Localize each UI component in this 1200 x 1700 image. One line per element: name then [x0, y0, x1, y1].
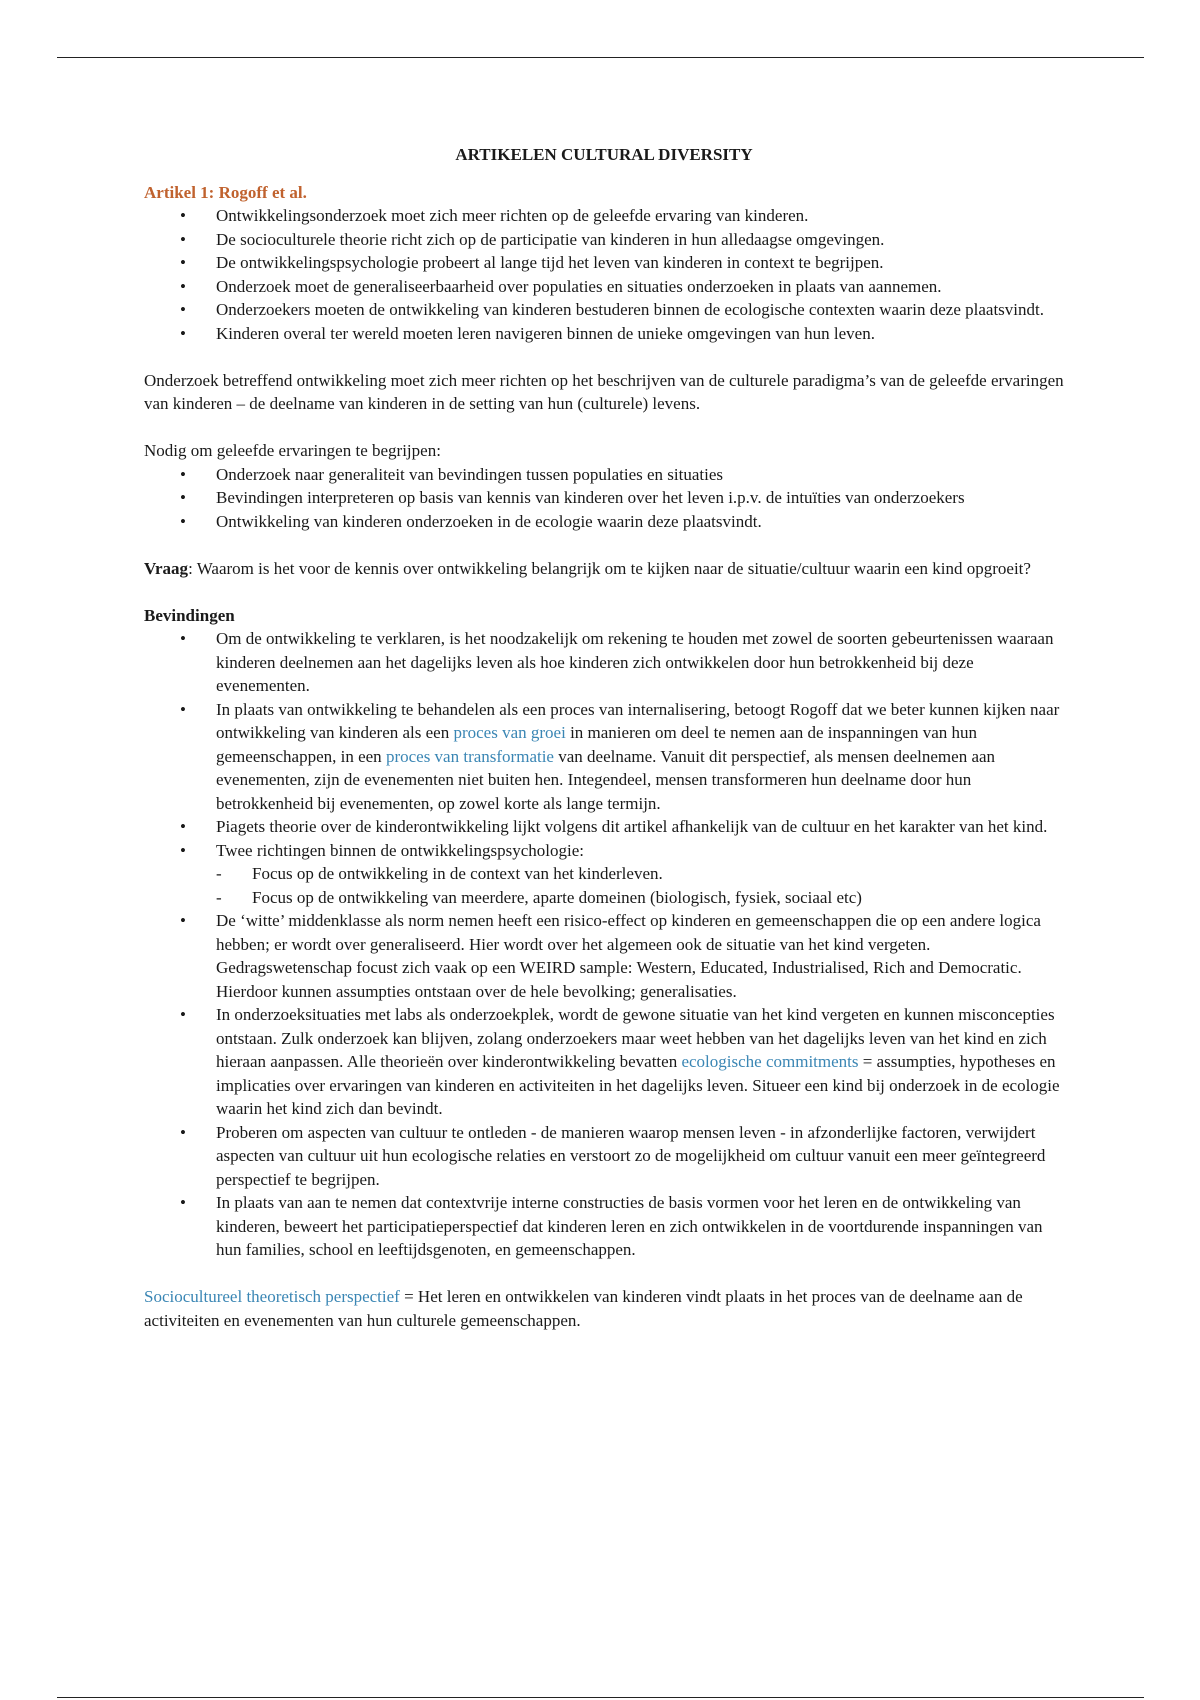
list-item: • Kinderen overal ter wereld moeten leren navigeren binnen de unieke omgevingen van hun leven.: [144, 322, 1064, 346]
needed-intro: Nodig om geleefde ervaringen te begrijpen:: [144, 441, 441, 460]
sub-list: [216, 862, 1064, 909]
list-item: • De socioculturele theorie richt zich op de participatie van kinderen in hun alledaagse omgevingen.: [144, 228, 1064, 252]
list-item: • In plaats van aan te nemen dat contextvrije interne constructies de basis vormen voor het leren en de ontwikkeling van kinderen, beweert het participatieperspectief dat kinderen leren en zich ontwikkelen in de voortdurende inspanningen van hun families, school en leeftijdsgenoten, en gemeenschappen.: [144, 1191, 1064, 1262]
needed-bullet-list: [144, 463, 1064, 534]
findings-bullet-list: [144, 627, 1064, 1262]
finding-text: van deelname. Vanuit dit perspectief, als mensen deelnemen aan evenementen, zijn de evenementen niet buiten hen. Integendeel, mensen transformeren hun deelname door hun betrokkenheid bij evenementen, op zowel korte als lange termijn.: [216, 746, 996, 813]
finding-text: Twee richtingen binnen de ontwikkelingspsychologie:: [216, 840, 585, 860]
question-paragraph: [144, 557, 1064, 581]
sub-list-item: - Focus op de ontwikkeling in de context van het kinderleven.: [216, 862, 1064, 886]
definition-paragraph: [144, 1285, 1064, 1332]
footer-rule: [57, 1697, 1144, 1698]
list-item: • Piagets theorie over de kinderontwikkeling lijkt volgens dit artikel afhankelijk van de cultuur en het karakter van het kind.: [144, 815, 1064, 839]
highlight-term: proces van groei: [453, 723, 566, 742]
intro-bullet-list: [144, 204, 1064, 345]
highlight-term: ecologische commitments: [681, 1052, 859, 1071]
finding-text: In onderzoeksituaties met labs als onderzoekplek, wordt de gewone situatie van het kind vergeten en kunnen misconcepties ontstaan. Zulk onderzoek kan blijven, zolang onderzoekers maar weet hebben van het dagelijks leven van het kind en zich hieraan aanpassen. Alle theorieën over kinderontwikkeling bevatten: [216, 1005, 1055, 1071]
header-rule: [57, 57, 1144, 58]
finding-text: in manieren om deel te nemen aan de inspanningen van hun gemeenschappen, in een: [216, 723, 977, 766]
document-title: ARTIKELEN CULTURAL DIVERSITY: [455, 145, 753, 164]
list-item: • De ontwikkelingspsychologie probeert al lange tijd het leven van kinderen in context te begrijpen.: [144, 251, 1064, 275]
list-item: • Onderzoek moet de generaliseerbaarheid over populaties en situaties onderzoeken in plaats van aannemen.: [144, 275, 1064, 299]
list-item: • Proberen om aspecten van cultuur te ontleden - de manieren waarop mensen leven - in afzonderlijke factoren, verwijdert aspecten van cultuur uit hun ecologische relaties en verstoort zo de mogelijkheid om cultuur vanuit een meer geïntegreerd perspectief te begrijpen.: [144, 1121, 1064, 1192]
list-item: • Onderzoekers moeten de ontwikkeling van kinderen bestuderen binnen de ecologische contexten waarin deze plaatsvindt.: [144, 298, 1064, 322]
list-item: • Ontwikkeling van kinderen onderzoeken in de ecologie waarin deze plaatsvindt.: [144, 510, 1064, 534]
findings-heading: Bevindingen: [144, 605, 235, 625]
finding-text: = assumpties, hypotheses en implicaties over ervaringen van kinderen en activiteiten in het dagelijks leven. Situeer een kind bij onderzoek in de ecologie waarin het kind zich dan bevindt.: [216, 1052, 1060, 1118]
list-item: • Onderzoek naar generaliteit van bevindingen tussen populaties en situaties: [144, 463, 1064, 487]
document-body: [144, 143, 1064, 1332]
highlight-term: proces van transformatie: [385, 746, 554, 766]
list-item: • Bevindingen interpreteren op basis van kennis van kinderen over het leven i.p.v. de intuïties van onderzoekers: [144, 486, 1064, 510]
list-item: [144, 1003, 1064, 1121]
list-item: [144, 698, 1064, 816]
definition-term: Sociocultureel theoretisch perspectief: [144, 1287, 400, 1306]
question-label: Vraag: [144, 558, 189, 578]
paragraph: Onderzoek betreffend ontwikkeling moet zich meer richten op het beschrijven van de culturele paradigma’s van de geleefde ervaringen van kinderen – de deelname van kinderen in de setting van hun (culturele) levens.: [144, 370, 1064, 413]
finding-text: In plaats van ontwikkeling te behandelen als een proces van internalisering, betoogt Rogoff dat we beter kunnen kijken naar ontwikkeling van kinderen als een: [216, 699, 1060, 742]
sub-list-item: - Focus op de ontwikkeling van meerdere, aparte domeinen (biologisch, fysiek, sociaal etc): [216, 886, 1064, 910]
question-text: : Waarom is het voor de kennis over ontwikkeling belangrijk om te kijken naar de situatie/cultuur waarin een kind opgroeit?: [188, 558, 1031, 578]
list-item: • Om de ontwikkeling te verklaren, is het noodzakelijk om rekening te houden met zowel de soorten gebeurtenissen waaraan kinderen deelnemen aan het dagelijks leven als hoe kinderen zich ontwikkelen door hun betrokkenheid bij deze evenementen.: [144, 627, 1064, 698]
list-item: [144, 839, 1064, 910]
list-item: • De ‘witte’ middenklasse als norm nemen heeft een risico-effect op kinderen en gemeenschappen die op een andere logica hebben; er wordt over generaliseerd. Hier wordt over het algemeen ook de situatie van het kind vergeten. Gedragswetenschap focust zich vaak op een WEIRD sample: Western, Educated, Industrialised, Rich and Democratic. Hierdoor kunnen assumpties ontstaan over de hele bevolking; generalisaties.: [144, 909, 1064, 1003]
definition-text: = Het leren en ontwikkelen van kinderen vindt plaats in het proces van de deelname aan de activiteiten en evenementen van hun culturele gemeenschappen.: [144, 1287, 1023, 1330]
list-item: • Ontwikkelingsonderzoek moet zich meer richten op de geleefde ervaring van kinderen.: [144, 204, 1064, 228]
article-heading: Artikel 1: Rogoff et al.: [144, 182, 307, 202]
